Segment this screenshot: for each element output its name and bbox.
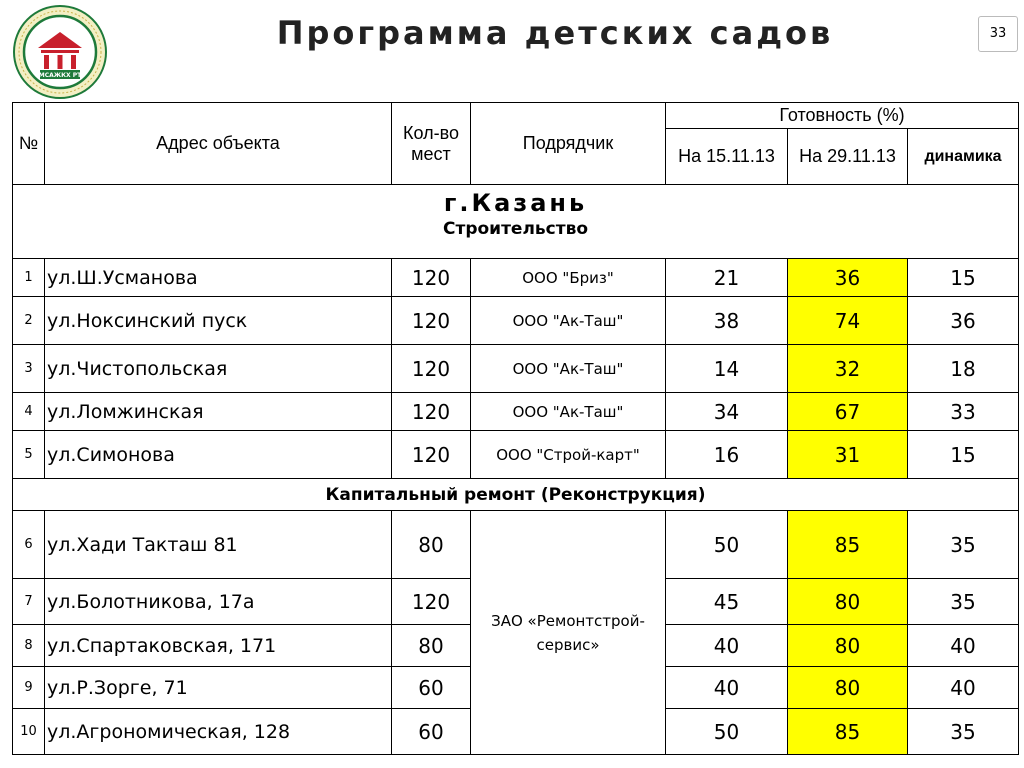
row-dynamics: 15 xyxy=(908,259,1019,297)
row-places: 120 xyxy=(392,393,471,431)
row-places: 60 xyxy=(392,709,471,755)
page-title: Программа детских садов xyxy=(276,14,834,52)
row-readiness-date2: 67 xyxy=(788,393,908,431)
row-readiness-date2: 80 xyxy=(788,579,908,625)
section-repair-title: Капитальный ремонт (Реконструкция) xyxy=(13,479,1019,511)
header-places: Кол-во мест xyxy=(392,103,471,185)
row-places: 120 xyxy=(392,345,471,393)
row-readiness-date2: 36 xyxy=(788,259,908,297)
header-num: № xyxy=(13,103,45,185)
row-readiness-date1: 50 xyxy=(666,709,788,755)
row-places: 80 xyxy=(392,511,471,579)
table-row xyxy=(13,297,1019,345)
section-construction-title: Строительство xyxy=(442,219,589,239)
row-address: ул.Р.Зорге, 71 xyxy=(45,667,392,709)
header-contractor: Подрядчик xyxy=(471,103,666,185)
row-dynamics: 15 xyxy=(908,431,1019,479)
row-address: ул.Ш.Усманова xyxy=(45,259,392,297)
row-contractor: ООО "Строй-карт" xyxy=(471,431,666,479)
row-readiness-date1: 40 xyxy=(666,667,788,709)
row-readiness-date1: 50 xyxy=(666,511,788,579)
row-readiness-date2: 31 xyxy=(788,431,908,479)
row-number: 3 xyxy=(13,345,45,393)
page-number: 33 xyxy=(978,16,1018,52)
row-contractor: ООО "Ак-Таш" xyxy=(471,393,666,431)
row-readiness-date2: 32 xyxy=(788,345,908,393)
header-date2: На 29.11.13 xyxy=(788,129,908,185)
row-contractor: ООО "Ак-Таш" xyxy=(471,297,666,345)
row-places: 120 xyxy=(392,579,471,625)
row-address: ул.Чистопольская xyxy=(45,345,392,393)
row-number: 1 xyxy=(13,259,45,297)
row-readiness-date2: 74 xyxy=(788,297,908,345)
header-dynamics: динамика xyxy=(908,129,1019,185)
table-row xyxy=(13,431,1019,479)
row-address: ул.Симонова xyxy=(45,431,392,479)
row-dynamics: 35 xyxy=(908,709,1019,755)
row-dynamics: 36 xyxy=(908,297,1019,345)
row-address: ул.Спартаковская, 171 xyxy=(45,625,392,667)
row-address: ул.Болотникова, 17а xyxy=(45,579,392,625)
row-readiness-date2: 85 xyxy=(788,511,908,579)
row-readiness-date1: 45 xyxy=(666,579,788,625)
row-readiness-date1: 34 xyxy=(666,393,788,431)
kindergarten-table xyxy=(12,102,1019,755)
row-number: 4 xyxy=(13,393,45,431)
row-readiness-date2: 80 xyxy=(788,667,908,709)
row-places: 80 xyxy=(392,625,471,667)
city-row xyxy=(13,185,1019,259)
table-row xyxy=(13,345,1019,393)
svg-text:МСАЖКХ РТ: МСАЖКХ РТ xyxy=(38,72,82,79)
row-address: ул.Ноксинский пуск xyxy=(45,297,392,345)
row-places: 120 xyxy=(392,431,471,479)
row-places: 120 xyxy=(392,297,471,345)
row-address: ул.Хади Такташ 81 xyxy=(45,511,392,579)
row-number: 10 xyxy=(13,709,45,755)
row-number: 5 xyxy=(13,431,45,479)
row-readiness-date2: 85 xyxy=(788,709,908,755)
row-readiness-date1: 21 xyxy=(666,259,788,297)
repair-contractor: ЗАО «Ремонтстрой-сервис» xyxy=(471,511,666,755)
row-dynamics: 40 xyxy=(908,667,1019,709)
row-address: ул.Агрономическая, 128 xyxy=(45,709,392,755)
table-row xyxy=(13,511,1019,579)
table-row xyxy=(13,393,1019,431)
row-number: 8 xyxy=(13,625,45,667)
row-number: 2 xyxy=(13,297,45,345)
row-address: ул.Ломжинская xyxy=(45,393,392,431)
row-readiness-date2: 80 xyxy=(788,625,908,667)
row-number: 7 xyxy=(13,579,45,625)
row-dynamics: 33 xyxy=(908,393,1019,431)
row-places: 120 xyxy=(392,259,471,297)
row-dynamics: 35 xyxy=(908,511,1019,579)
table-row xyxy=(13,259,1019,297)
row-readiness-date1: 14 xyxy=(666,345,788,393)
row-number: 9 xyxy=(13,667,45,709)
row-readiness-date1: 40 xyxy=(666,625,788,667)
header-readiness: Готовность (%) xyxy=(666,103,1019,129)
row-dynamics: 40 xyxy=(908,625,1019,667)
header-date1: На 15.11.13 xyxy=(666,129,788,185)
row-readiness-date1: 38 xyxy=(666,297,788,345)
row-dynamics: 35 xyxy=(908,579,1019,625)
row-contractor: ООО "Ак-Таш" xyxy=(471,345,666,393)
row-number: 6 xyxy=(13,511,45,579)
row-places: 60 xyxy=(392,667,471,709)
row-readiness-date1: 16 xyxy=(666,431,788,479)
city-title: г.Казань xyxy=(443,189,588,217)
row-contractor: ООО "Бриз" xyxy=(471,259,666,297)
header-address: Адрес объекта xyxy=(45,103,392,185)
row-dynamics: 18 xyxy=(908,345,1019,393)
